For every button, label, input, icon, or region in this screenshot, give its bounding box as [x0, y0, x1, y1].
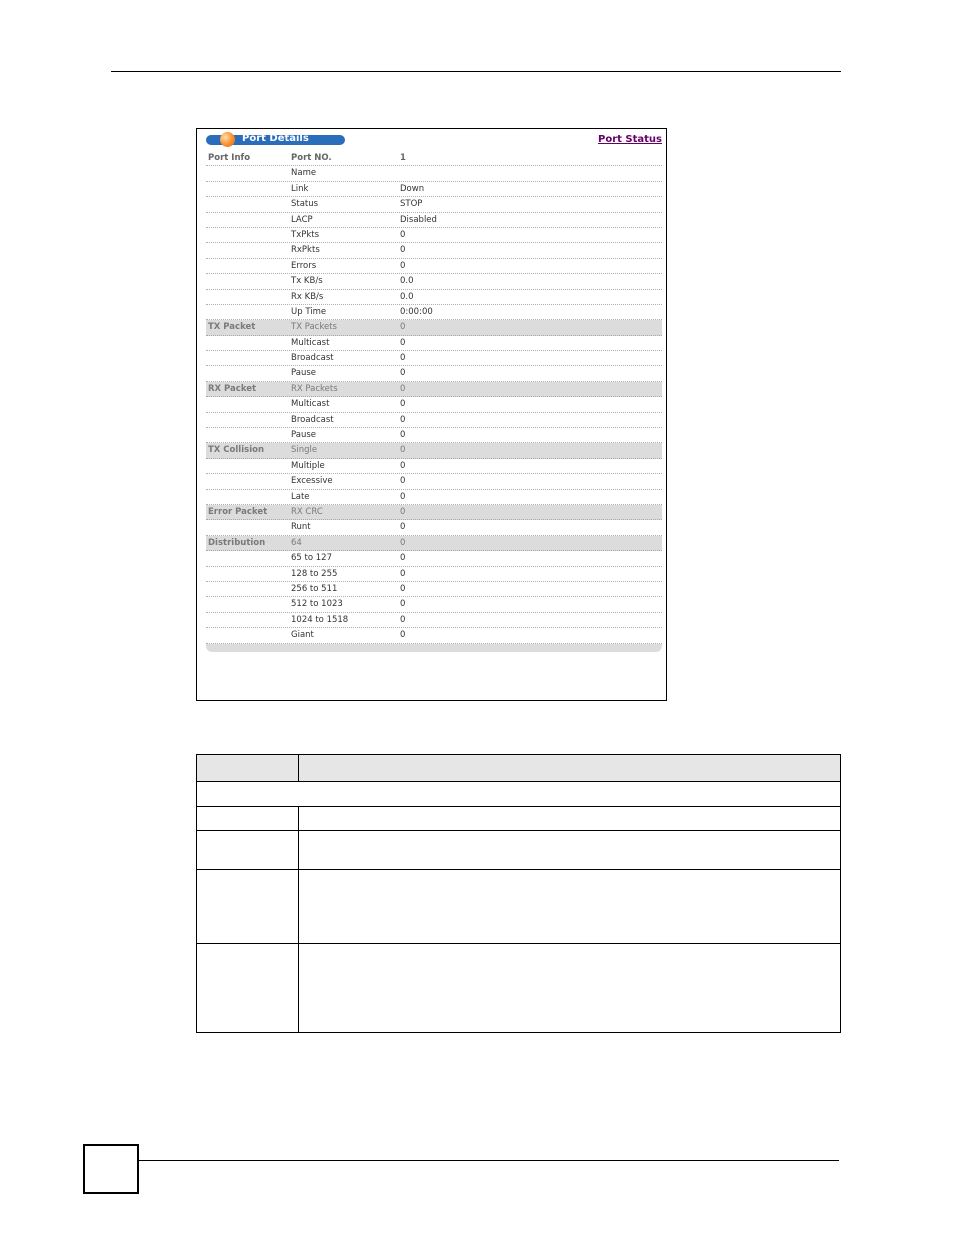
table-row — [206, 382, 662, 397]
row-field-value: 0 — [400, 430, 406, 441]
table-row — [206, 320, 662, 335]
table-row — [206, 443, 662, 458]
row-field-label: Name — [291, 168, 317, 179]
table-row — [206, 290, 662, 305]
row-field-label: 65 to 127 — [291, 553, 332, 564]
row-field-value: 0 — [400, 399, 406, 410]
table-row — [206, 520, 662, 535]
row-group-label: RX Packet — [208, 383, 257, 394]
row-field-label: RX Packets — [291, 383, 338, 394]
row-field-value: 0 — [400, 445, 406, 456]
row-field-value: 0 — [400, 383, 406, 394]
row-field-value: 0 — [400, 476, 406, 487]
table-row — [206, 505, 662, 520]
row-field-label: Multicast — [291, 337, 330, 348]
table-row — [206, 567, 662, 582]
table-row — [206, 351, 662, 366]
row-field-label: Broadcast — [291, 353, 334, 364]
footer-rule — [139, 1160, 839, 1161]
row-field-label: Giant — [291, 630, 314, 641]
table-row — [206, 582, 662, 597]
row-field-value: 0 — [400, 414, 406, 425]
table-row — [206, 628, 662, 643]
row-field-label: TX Packets — [291, 322, 337, 333]
table-row — [206, 597, 662, 612]
table-row — [206, 213, 662, 228]
row-group-label: TX Collision — [208, 445, 264, 456]
row-group-label: Error Packet — [208, 506, 268, 517]
table-cell — [299, 807, 841, 831]
port-status-link[interactable]: Port Status — [598, 134, 662, 145]
row-field-label: Status — [291, 199, 319, 210]
table-cell — [197, 807, 299, 831]
row-field-label: Rx KB/s — [291, 291, 324, 302]
port-details-screenshot — [196, 128, 667, 701]
port-details-table — [206, 151, 662, 652]
table-cell — [299, 831, 841, 870]
table-row — [206, 336, 662, 351]
row-field-value: 0 — [400, 353, 406, 364]
row-field-value: 0 — [400, 491, 406, 502]
table-row — [206, 243, 662, 258]
table-cell — [197, 831, 299, 870]
table-cell — [197, 944, 299, 1033]
table-row — [206, 536, 662, 551]
row-field-label: Single — [291, 445, 318, 456]
row-field-value: Disabled — [400, 214, 437, 225]
row-field-label: Multiple — [291, 460, 325, 471]
table-row — [197, 944, 841, 1033]
row-field-label: Runt — [291, 522, 311, 533]
table-row — [206, 274, 662, 289]
row-field-value: 0 — [400, 260, 406, 271]
table-row — [206, 305, 662, 320]
row-field-label: RxPkts — [291, 245, 320, 256]
table-cell — [299, 870, 841, 944]
table-row — [206, 613, 662, 628]
title-bar — [206, 135, 345, 145]
table-row — [197, 807, 841, 831]
row-group-label: Port Info — [208, 153, 251, 163]
table-row — [206, 413, 662, 428]
row-field-label: Excessive — [291, 476, 333, 487]
table-header-row — [197, 755, 841, 782]
table-row — [197, 870, 841, 944]
row-field-label: Broadcast — [291, 414, 334, 425]
row-field-value: 0 — [400, 568, 406, 579]
row-field-value: 0 — [400, 245, 406, 256]
table-row — [206, 166, 662, 181]
table-row — [206, 228, 662, 243]
table-cell — [197, 870, 299, 944]
row-field-label: 64 — [291, 537, 302, 548]
row-field-label: 512 to 1023 — [291, 599, 343, 610]
table-row — [206, 397, 662, 412]
page-number-box — [83, 1144, 139, 1194]
table-row — [206, 366, 662, 381]
row-field-label: LACP — [291, 214, 313, 225]
table-row — [206, 197, 662, 212]
row-field-label: 1024 to 1518 — [291, 614, 349, 625]
panel-header — [197, 129, 666, 151]
table-row — [206, 151, 662, 166]
field-description-table — [196, 754, 841, 1033]
table-footer — [206, 644, 662, 652]
row-field-value: 0 — [400, 322, 406, 333]
table-cell — [197, 782, 841, 807]
row-field-label: Link — [291, 183, 309, 194]
table-row — [206, 551, 662, 566]
row-field-value: 0 — [400, 368, 406, 379]
header-cell-label — [197, 755, 299, 782]
row-field-label: Errors — [291, 260, 317, 271]
row-field-value: 0 — [400, 460, 406, 471]
orange-ball-icon — [220, 132, 235, 147]
row-field-label: Port NO. — [291, 153, 332, 163]
row-field-label: 256 to 511 — [291, 583, 338, 594]
row-field-value: 0.0 — [400, 276, 414, 287]
row-field-value: STOP — [400, 199, 423, 210]
row-field-value: 0.0 — [400, 291, 414, 302]
table-row — [197, 782, 841, 807]
row-field-label: Multicast — [291, 399, 330, 410]
row-field-label: RX CRC — [291, 506, 323, 517]
table-row — [206, 259, 662, 274]
row-field-value: 0 — [400, 599, 406, 610]
table-row — [206, 490, 662, 505]
row-field-label: TxPkts — [291, 229, 320, 240]
row-field-value: 0 — [400, 583, 406, 594]
row-group-label: Distribution — [208, 537, 266, 548]
row-field-value: 0 — [400, 553, 406, 564]
header-rule — [111, 71, 841, 72]
row-field-value: 0:00:00 — [400, 306, 433, 317]
row-field-value: 0 — [400, 614, 406, 625]
table-row — [206, 182, 662, 197]
row-field-value: 0 — [400, 630, 406, 641]
row-field-label: Late — [291, 491, 310, 502]
row-field-value: 0 — [400, 337, 406, 348]
row-field-value: Down — [400, 183, 425, 194]
table-row — [197, 831, 841, 870]
row-field-label: Pause — [291, 368, 316, 379]
row-field-value: 0 — [400, 522, 406, 533]
row-field-label: Pause — [291, 430, 316, 441]
panel-title: Port Details — [242, 133, 309, 144]
table-row — [206, 428, 662, 443]
row-field-label: Up Time — [291, 306, 327, 317]
table-cell — [299, 944, 841, 1033]
row-field-label: 128 to 255 — [291, 568, 338, 579]
row-field-value: 0 — [400, 506, 406, 517]
row-field-value: 0 — [400, 229, 406, 240]
row-group-label: TX Packet — [208, 322, 256, 333]
table-row — [206, 474, 662, 489]
row-field-label: Tx KB/s — [291, 276, 323, 287]
header-cell-description — [299, 755, 841, 782]
table-row — [206, 459, 662, 474]
row-field-value: 1 — [400, 153, 406, 163]
row-field-value: 0 — [400, 537, 406, 548]
